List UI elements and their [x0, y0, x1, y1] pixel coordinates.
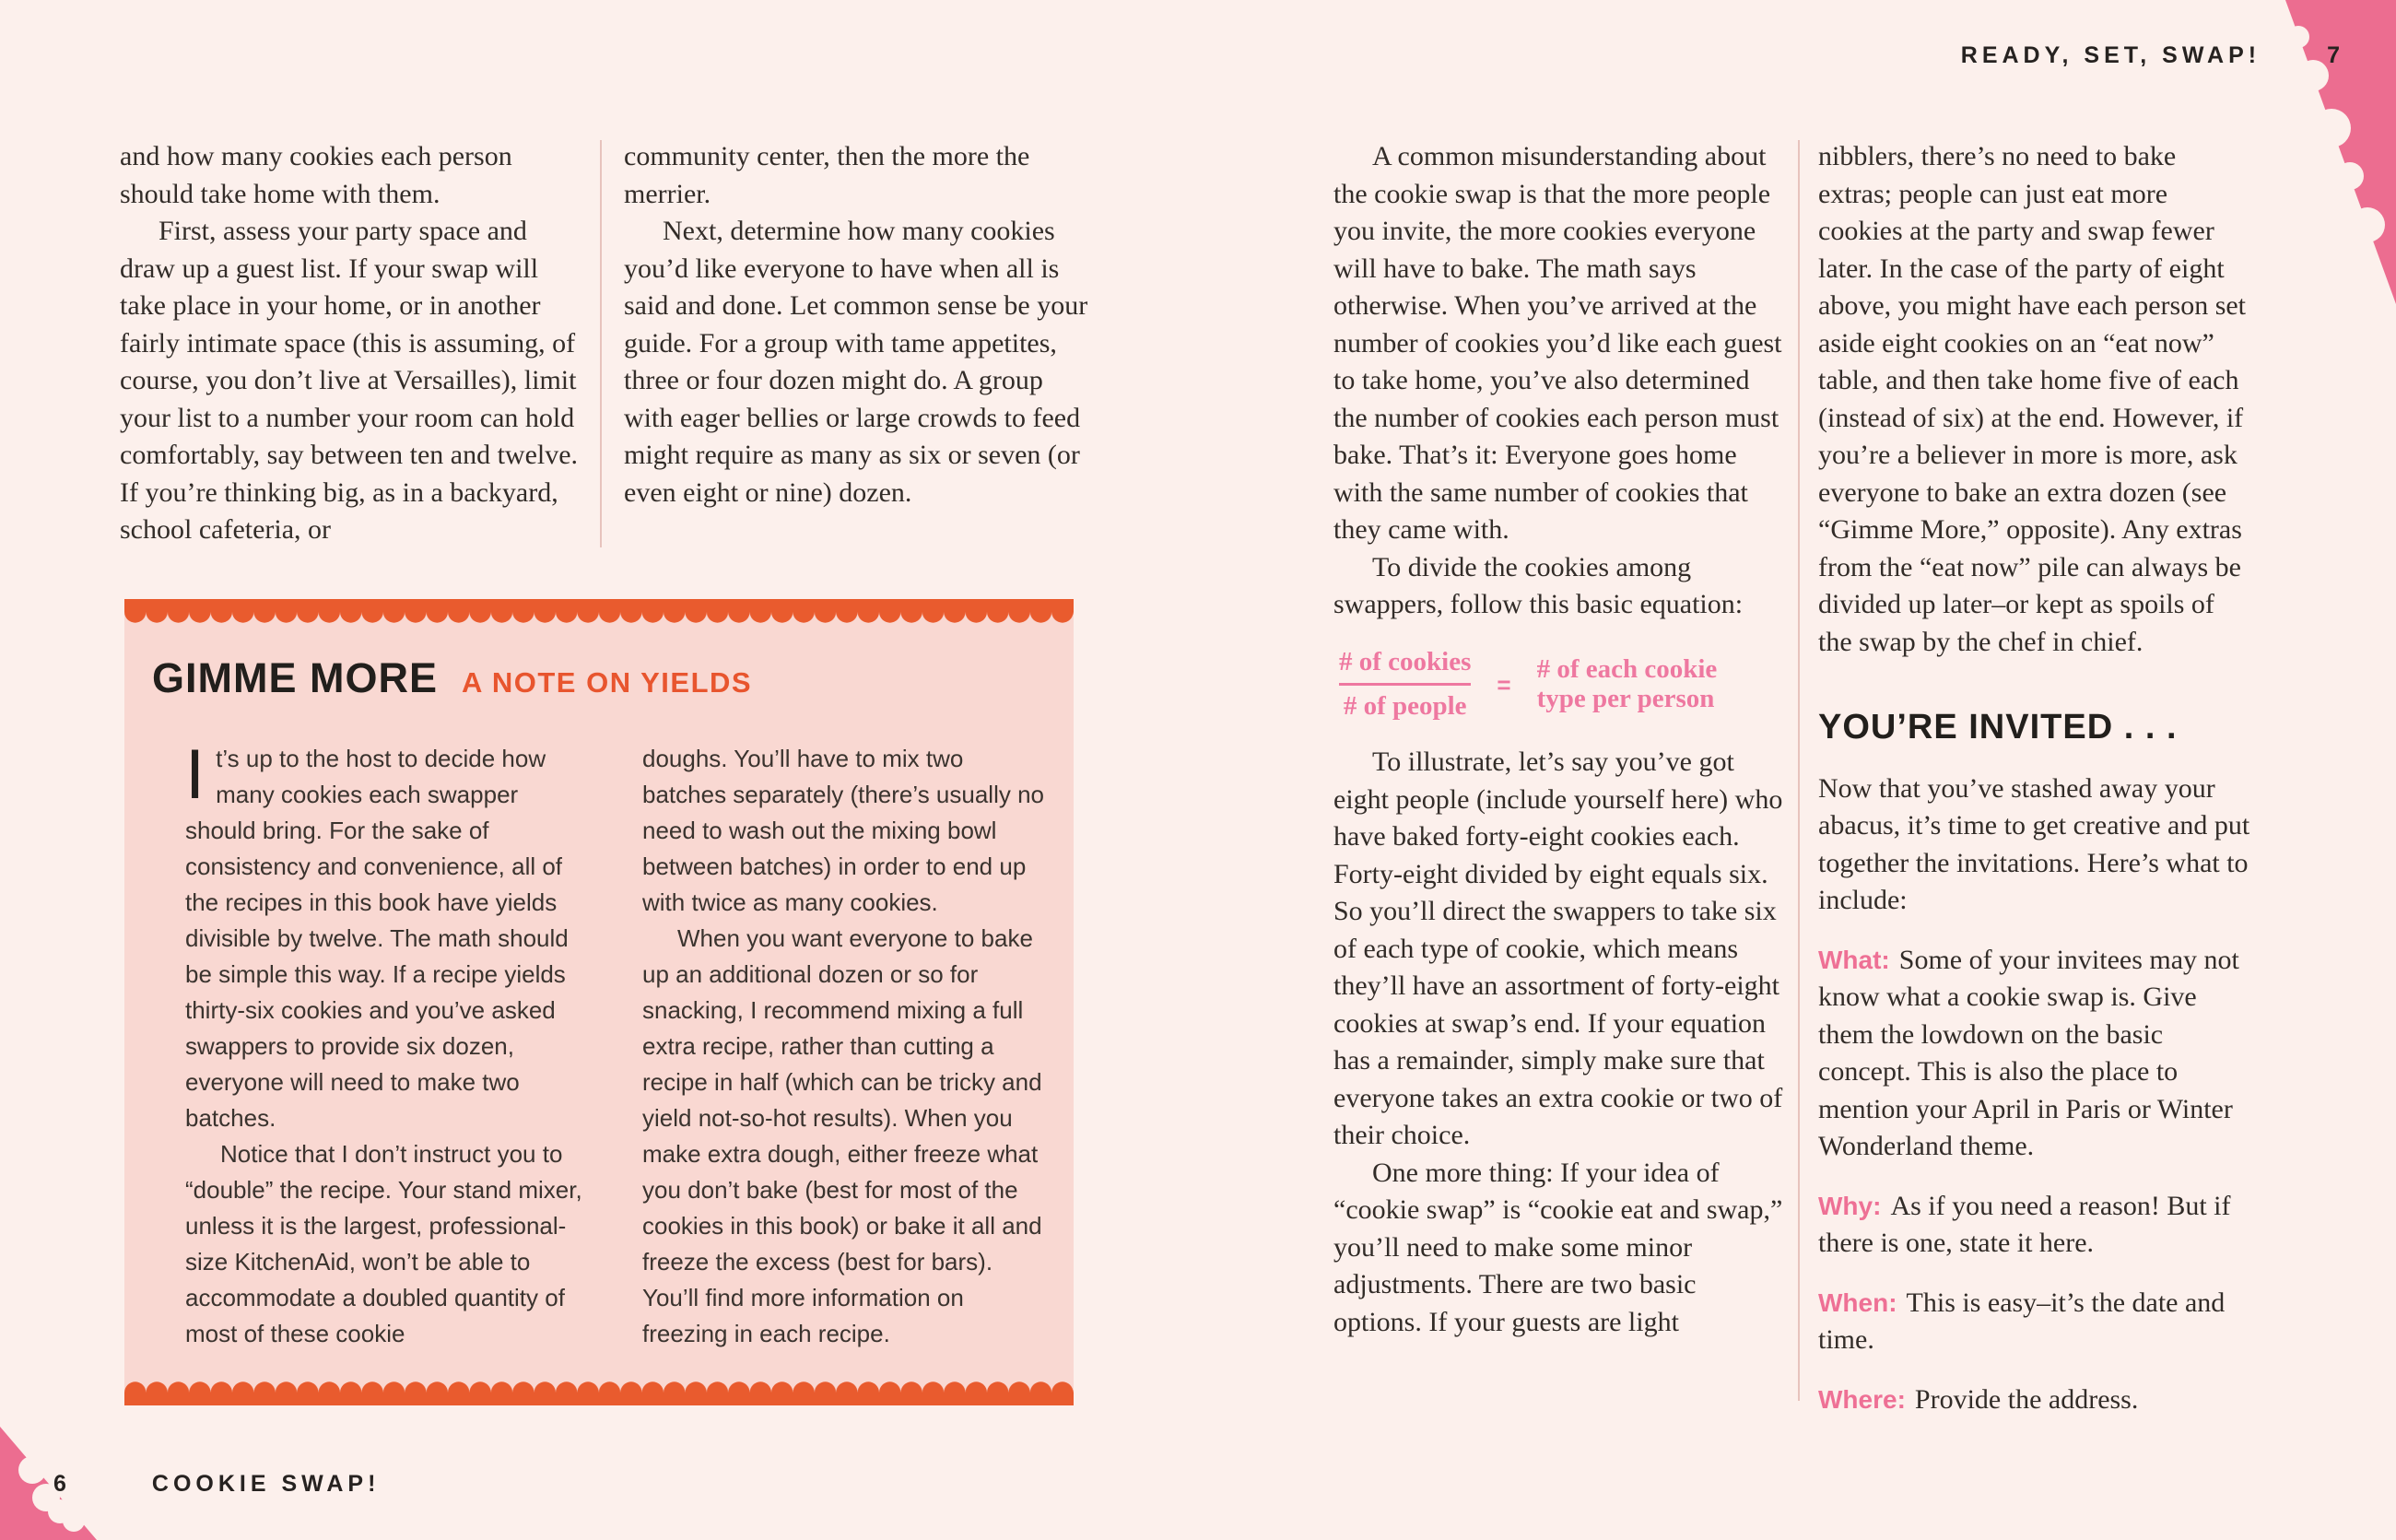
invite-text: Some of your invitees may not know what a cookie swap is. Give them the lowdown on the basic concept. This is also the place to mention your April in Paris or Winter Wonderland theme. — [1818, 944, 2239, 1161]
equation-numerator: # of cookies — [1339, 646, 1472, 676]
chapter-title: READY, SET, SWAP! — [1960, 42, 2261, 68]
body-paragraph: Now that you’ve stashed away your abacus, it’s time to get creative and put together the invitations. Here’s what to include: — [1818, 772, 2250, 915]
note-box-title: GIMME MORE — [152, 654, 438, 701]
body-paragraph: nibblers, there’s no need to bake extras; people can just eat more cookies at the party and swap fewer later. In the case of the party of eight above, you might have each person set aside eight cookies on an “eat now” table, and then take home five of each (instead of six) at the end. However, if you’re a believer in more is more, ask everyone to bake an extra dozen (see “Gimme More,” opposite). Any extras from the “eat now” pile can always be divided up later–or kept as spoils of the swap by the chef in chief. — [1818, 141, 2247, 657]
youre-invited-heading: YOU’RE INVITED . . . — [1818, 708, 2178, 746]
invite-item-when — [1818, 1285, 2251, 1359]
equation-result-line: type per person — [1536, 683, 1715, 713]
invite-text: As if you need a reason! But if there is one, state it here. — [1818, 1190, 2231, 1258]
equation-denominator: # of people — [1343, 691, 1467, 722]
invite-label: Where: — [1818, 1384, 1906, 1414]
invite-text: Provide the address. — [1914, 1383, 2139, 1415]
fraction-bar — [1339, 683, 1471, 686]
invite-label: Why: — [1818, 1191, 1882, 1220]
invite-item-what — [1818, 942, 2251, 1166]
note-box-column-2 — [642, 741, 1050, 1352]
running-foot — [53, 1471, 380, 1498]
equation-fraction — [1339, 648, 1471, 723]
invite-text: This is easy–it’s the date and time. — [1818, 1287, 2226, 1355]
note-box-header — [152, 654, 1074, 702]
page-number-left: 6 — [53, 1471, 71, 1497]
body-paragraph: One more thing: If your idea of “cookie swap” is “cookie eat and swap,” you’ll need to make some minor adjustments. There are two basic options. If your guests are light — [1333, 1157, 1783, 1337]
right-page-column-2 — [1818, 138, 2251, 1418]
book-title-footer: COOKIE SWAP! — [151, 1471, 381, 1497]
running-head — [1961, 42, 2344, 69]
body-paragraph: A common misunderstanding about the cookie swap is that the more people you invite, the more cookies everyone will have to bake. The math says otherwise. When you’ve arrived at the number of cookies you’d like each guest to take home, you’ve also determined the number of cookies each person must bake. That’s it: Everyone goes home with the same number of cookies that they came with. — [1333, 141, 1782, 545]
column-divider — [600, 140, 602, 547]
invite-item-why — [1818, 1188, 2251, 1263]
right-page-column-1 — [1333, 138, 1787, 1341]
body-paragraph: community center, then the more the merrier. — [624, 141, 1030, 209]
note-box-columns — [185, 735, 1074, 1352]
body-paragraph: Next, determine how many cookies you’d like everyone to have when all is said and done. Let common sense be your guide. For a group with tame appetites, three or four dozen might do. A group with eager bellies or large crowds to feed might require as many as six or seven (or even eight or nine) dozen. — [624, 216, 1088, 508]
invite-label: When: — [1818, 1287, 1897, 1317]
column-divider — [1798, 140, 1800, 1401]
scallop-border-top — [124, 599, 1074, 624]
left-page-column-2 — [624, 138, 1089, 511]
note-box-subtitle: A NOTE ON YIELDS — [462, 666, 753, 699]
body-paragraph: To divide the cookies among swappers, follow this basic equation: — [1333, 551, 1744, 619]
note-paragraph-dropcap: It’s up to the host to decide how many cookies each swapper should bring. For the sake of consistency and convenience, all of the recipes in this book have yields divisible by twelve. The math should be simple this way. If a recipe yields thirty-six cookies and you’ve asked swappers to provide six dozen, everyone will need to make two batches. — [185, 735, 569, 1132]
gimme-more-note-box — [124, 599, 1074, 1405]
note-box-column-1 — [185, 735, 593, 1352]
body-paragraph: First, assess your party space and draw up a guest list. If your swap will take place in your home, or in another fairly intimate space (this is assuming, of course, you don’t live at Versailles), limit your list to a number your room can hold comfortably, say between ten and twelve. If you’re thinking big, as in a backyard, school cafeteria, or — [120, 216, 579, 545]
invite-label: What: — [1818, 945, 1890, 974]
note-paragraph: When you want everyone to bake up an additional dozen or so for snacking, I recommend mixing a full extra recipe, rather than cutting a recipe in half (which can be tricky and yield not-so-hot results). When you make extra dough, either freeze what you don’t bake (best for most of the cookies in this book) or bake it all and freeze the excess (best for bars). You’ll find more information on freezing in each recipe. — [642, 924, 1042, 1347]
equals-sign: = — [1497, 670, 1511, 699]
body-paragraph: and how many cookies each person should take home with them. — [120, 141, 512, 209]
left-page-column-1 — [120, 138, 585, 549]
scallop-border-bottom — [124, 1381, 1074, 1405]
equation-result-line: # of each cookie — [1536, 654, 1718, 684]
note-paragraph: doughs. You’ll have to mix two batches separately (there’s usually no need to wash out the mixing bowl between batches) in order to end up with twice as many cookies. — [642, 745, 1044, 916]
cookie-equation — [1339, 648, 1787, 723]
body-paragraph: To illustrate, let’s say you’ve got eight people (include yourself here) who have baked forty-eight cookies each. Forty-eight divided by eight equals six. So you’ll direct the swappers to take six of each type of cookie, which means they’ll have an assortment of forty-eight cookies at swap’s end. If your equation has a remainder, simply make sure that everyone takes an extra cookie or two of their choice. — [1333, 746, 1783, 1151]
equation-result — [1537, 655, 1718, 714]
invite-item-where — [1818, 1381, 2251, 1419]
page-number-right: 7 — [2327, 42, 2344, 68]
note-paragraph: Notice that I don’t instruct you to “double” the recipe. Your stand mixer, unless it is the largest, professional-size KitchenAid, won’t be able to accommodate a doubled quantity of most of these cookie — [185, 1140, 582, 1347]
